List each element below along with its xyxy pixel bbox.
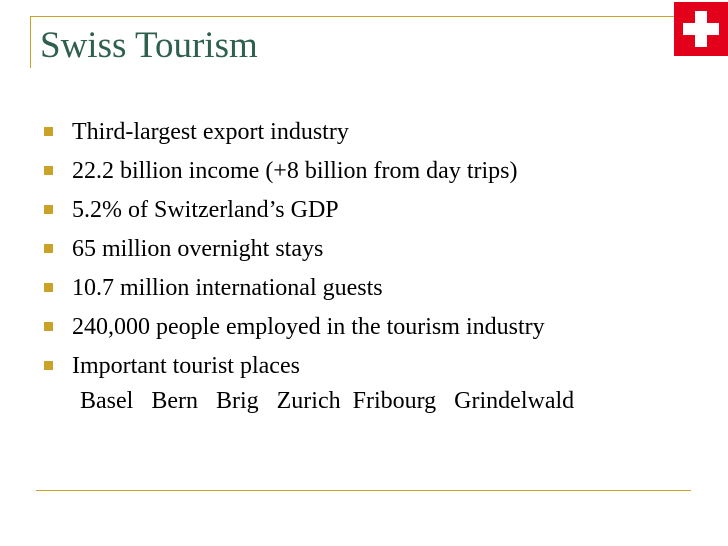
bullet-text: Important tourist places bbox=[72, 352, 300, 379]
tourist-places-line: Basel Bern Brig Zurich Fribourg Grindelwald bbox=[80, 388, 575, 414]
list-item bbox=[44, 112, 545, 151]
left-border-line bbox=[30, 16, 31, 68]
top-border-line bbox=[30, 16, 728, 17]
bullet-text: 22.2 billion income (+8 billion from day trips) bbox=[72, 157, 518, 184]
list-item bbox=[44, 229, 545, 268]
flag-cross-horizontal bbox=[683, 23, 719, 35]
square-bullet-icon bbox=[44, 361, 53, 370]
square-bullet-icon bbox=[44, 166, 53, 175]
list-item bbox=[44, 307, 545, 346]
bullet-list bbox=[44, 112, 545, 385]
slide-title: Swiss Tourism bbox=[40, 25, 258, 66]
bullet-text: Third-largest export industry bbox=[72, 118, 349, 145]
bullet-text: 5.2% of Switzerland’s GDP bbox=[72, 196, 339, 223]
square-bullet-icon bbox=[44, 244, 53, 253]
list-item bbox=[44, 190, 545, 229]
list-item bbox=[44, 268, 545, 307]
square-bullet-icon bbox=[44, 127, 53, 136]
list-item bbox=[44, 346, 545, 385]
footer-divider bbox=[36, 490, 691, 491]
bullet-text: 65 million overnight stays bbox=[72, 235, 324, 262]
list-item bbox=[44, 151, 545, 190]
square-bullet-icon bbox=[44, 283, 53, 292]
square-bullet-icon bbox=[44, 322, 53, 331]
square-bullet-icon bbox=[44, 205, 53, 214]
bullet-text: 10.7 million international guests bbox=[72, 274, 383, 301]
swiss-flag-icon bbox=[674, 2, 728, 56]
bullet-text: 240,000 people employed in the tourism industry bbox=[72, 313, 545, 340]
